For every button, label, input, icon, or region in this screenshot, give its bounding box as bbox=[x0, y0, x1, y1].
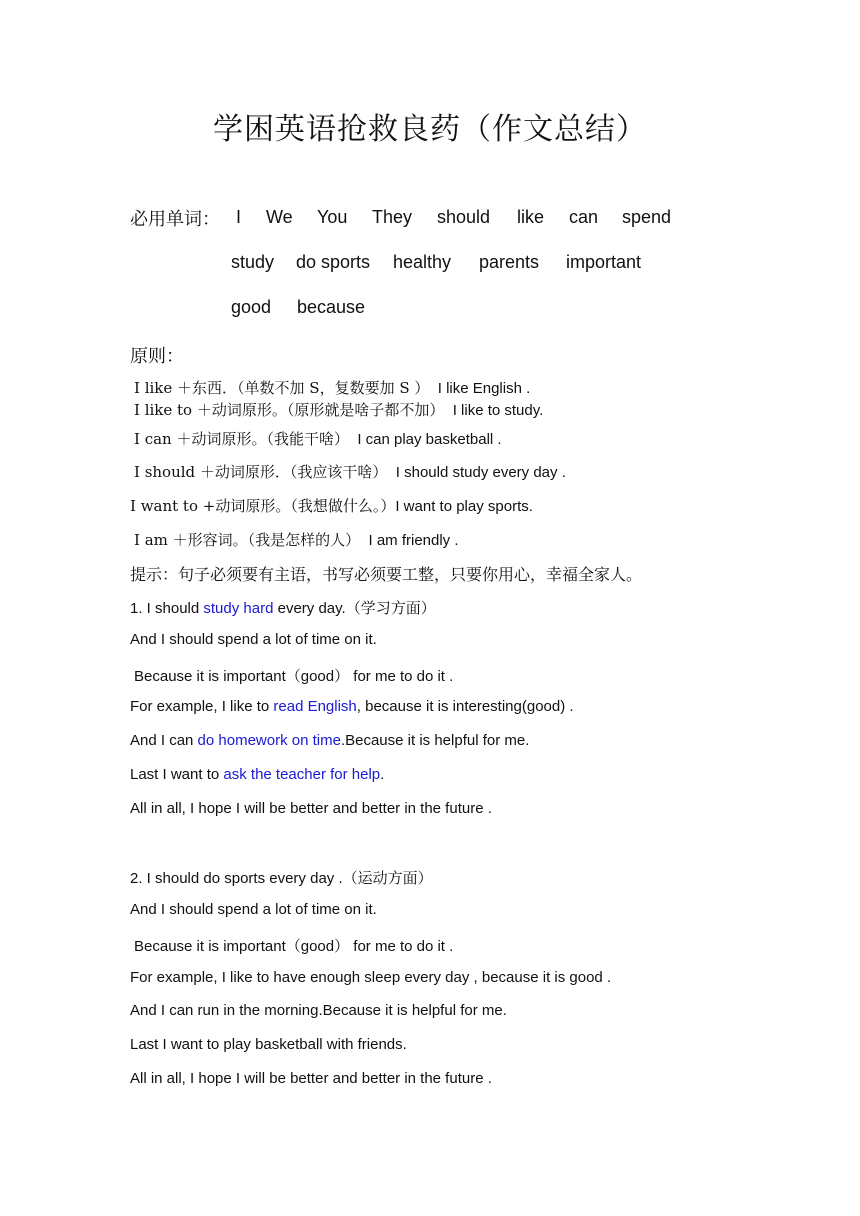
essay2-line-1 bbox=[130, 867, 433, 888]
text: 2. I should do sports every day . bbox=[130, 870, 343, 887]
vocab-word: important bbox=[566, 252, 642, 272]
vocab-word: good bbox=[231, 297, 272, 317]
principle-rule: I should ＋动词原形．（我应该干啥） bbox=[134, 463, 388, 481]
principle-line bbox=[134, 428, 502, 449]
highlight-text: ask the teacher for help bbox=[223, 766, 381, 783]
essay1-line-6 bbox=[130, 766, 384, 783]
text: Last I want to bbox=[130, 766, 224, 783]
text: 1. I should bbox=[130, 600, 204, 617]
vocab-word: You bbox=[317, 207, 348, 227]
page-title: 学困英语抢救良药（作文总结） bbox=[213, 112, 647, 147]
vocab-word: can bbox=[569, 207, 599, 227]
vocab-word: do sports bbox=[296, 252, 371, 272]
principle-rule: I am ＋形容词。（我是怎样的人） bbox=[134, 531, 361, 549]
essay1-line-4 bbox=[130, 698, 574, 715]
essay1-line-3: Because it is important（good） for me to do it . bbox=[134, 668, 454, 685]
text: For example, I like to bbox=[130, 698, 274, 715]
vocab-word: spend bbox=[622, 207, 672, 227]
principle-line bbox=[134, 461, 566, 482]
essay2-line-5: And I can run in the morning.Because it is helpful for me. bbox=[130, 1002, 507, 1019]
vocab-label: 必用单词： bbox=[130, 209, 220, 230]
text: .Because it is helpful for me. bbox=[340, 732, 530, 749]
principle-example: I want to play sports. bbox=[395, 498, 533, 515]
essay2-line-2: And I should spend a lot of time on it. bbox=[130, 901, 377, 918]
principle-example: I like to study. bbox=[452, 402, 544, 419]
principle-rule: I can ＋动词原形。（我能干啥） bbox=[134, 430, 349, 448]
principle-example: I am friendly . bbox=[368, 532, 459, 549]
section-note: （学习方面） bbox=[345, 599, 436, 617]
essay1-line-2: And I should spend a lot of time on it. bbox=[130, 631, 377, 648]
text: every day. bbox=[273, 600, 346, 617]
vocab-word: like bbox=[517, 207, 545, 227]
vocab-word: study bbox=[231, 252, 275, 272]
vocab-word: healthy bbox=[393, 252, 452, 272]
text: And I can bbox=[130, 732, 198, 749]
vocab-word: I bbox=[236, 207, 242, 227]
principle-line bbox=[134, 399, 543, 420]
principles-heading: 原则： bbox=[130, 346, 184, 367]
text: . bbox=[380, 766, 385, 783]
principle-rule: I want to +动词原形。（我想做什么。） bbox=[130, 497, 396, 515]
principle-example: I like English . bbox=[437, 380, 531, 397]
highlight-text: read English bbox=[273, 698, 357, 715]
vocab-word: parents bbox=[479, 252, 540, 272]
principle-example: I can play basketball . bbox=[357, 431, 502, 448]
essay2-line-6: Last I want to play basketball with friends. bbox=[130, 1036, 407, 1053]
principle-line bbox=[134, 529, 459, 550]
essay2-line-3: Because it is important（good） for me to do it . bbox=[134, 938, 454, 955]
vocab-word: because bbox=[297, 297, 366, 317]
essay2-line-4: For example, I like to have enough sleep every day , because it is good . bbox=[130, 969, 612, 986]
essay1-line-5 bbox=[130, 732, 529, 749]
principle-line bbox=[130, 495, 533, 516]
highlight-text: do homework on time bbox=[197, 732, 341, 749]
essay2-line-7: All in all, I hope I will be better and better in the future . bbox=[130, 1070, 492, 1087]
principle-rule: I like to ＋动词原形。（原形就是啥子都不加） bbox=[134, 401, 445, 419]
vocab-word: They bbox=[372, 207, 413, 227]
essay1-line-7: All in all, I hope I will be better and better in the future . bbox=[130, 800, 492, 817]
principle-rule: I like ＋东西．（单数不加 S，复数要加 S ） bbox=[134, 379, 430, 397]
principle-example: I should study every day . bbox=[395, 464, 566, 481]
vocab-word: We bbox=[266, 207, 293, 227]
section-note: （运动方面） bbox=[342, 869, 433, 887]
essay1-line-1 bbox=[130, 597, 436, 618]
text: , because it is interesting(good) . bbox=[356, 698, 574, 715]
tip-line: 提示：句子必须要有主语，书写必须要工整，只要你用心，幸福全家人。 bbox=[130, 567, 643, 584]
highlight-text: study hard bbox=[203, 600, 274, 617]
principle-line bbox=[134, 377, 530, 398]
vocab-word: should bbox=[437, 207, 491, 227]
